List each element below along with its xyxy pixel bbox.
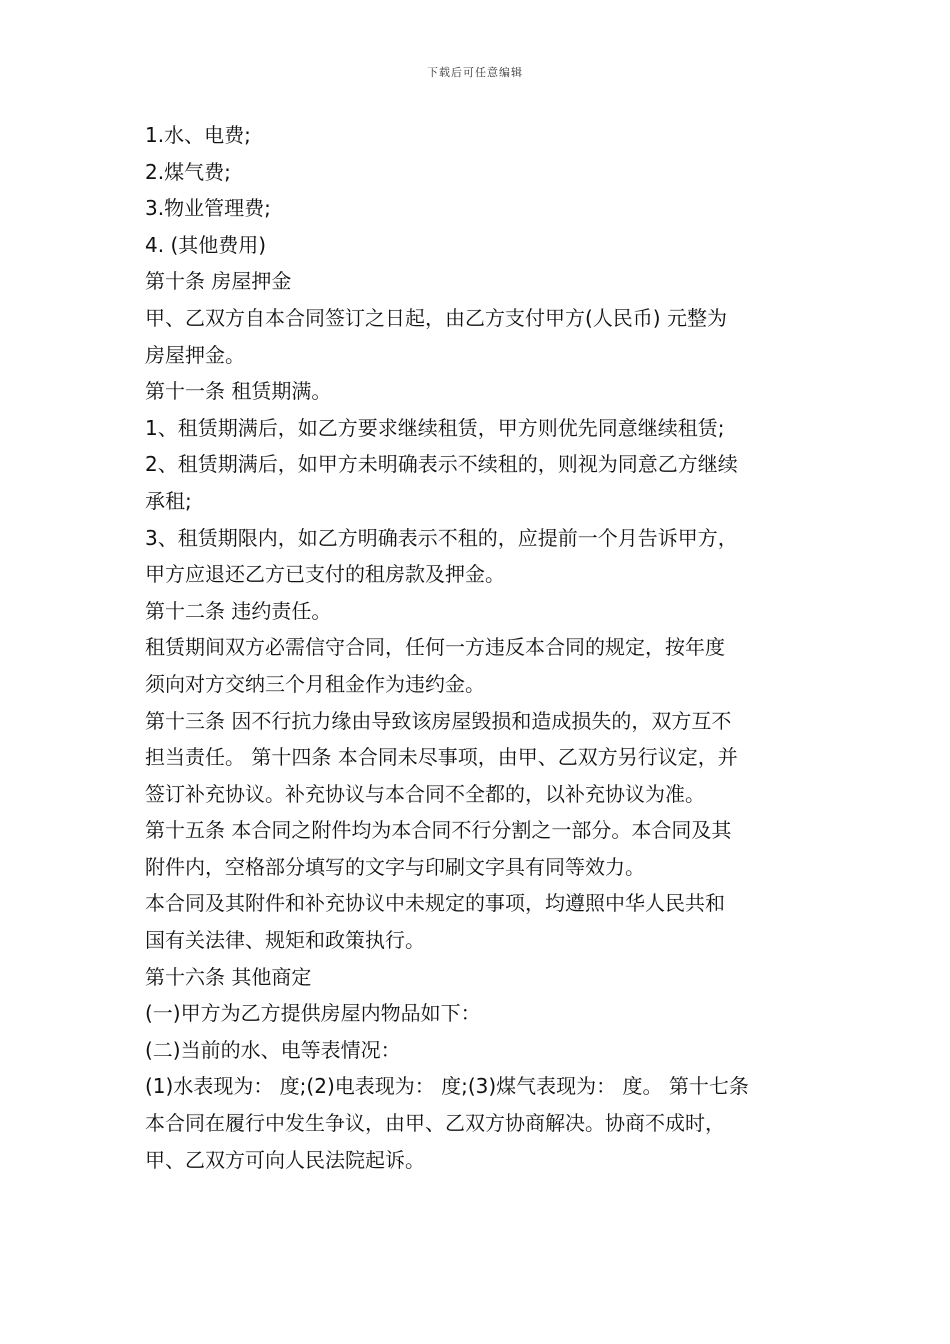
- section-heading: 第十二条 违约责任。: [145, 598, 332, 623]
- text-line: (一)甲方为乙方提供房屋内物品如下：: [145, 1001, 481, 1026]
- text-line: (1)水表现为： 度;(2)电表现为： 度;(3)煤气表现为： 度。 第十七条: [145, 1074, 749, 1099]
- text-line: 租赁期间双方必需信守合同，任何一方违反本合同的规定，按年度: [145, 635, 725, 660]
- section-heading: 第十六条 其他商定: [145, 964, 312, 989]
- text-line: (二)当前的水、电等表情况：: [145, 1037, 401, 1062]
- text-line: 第十五条 本合同之附件均为本合同不行分割之一部分。本合同及其: [145, 818, 732, 843]
- text-line: 本合同在履行中发生争议，由甲、乙双方协商解决。协商不成时，: [145, 1111, 725, 1136]
- text-line: 3、租赁期限内，如乙方明确表示不租的，应提前一个月告诉甲方，: [145, 525, 738, 550]
- text-line: 国有关法律、规矩和政策执行。: [145, 928, 425, 953]
- document-body: [145, 117, 810, 1178]
- text-line: 本合同及其附件和补充协议中未规定的事项，均遵照中华人民共和: [145, 891, 725, 916]
- section-heading: 第十条 房屋押金: [145, 269, 292, 294]
- text-line: 甲方应退还乙方已支付的租房款及押金。: [145, 562, 505, 587]
- text-line: 签订补充协议。补充协议与本合同不全都的，以补充协议为准。: [145, 781, 705, 806]
- page-header: 下载后可任意编辑: [427, 66, 523, 79]
- text-line: 承租;: [145, 488, 192, 513]
- text-line: 2.煤气费;: [145, 159, 231, 184]
- text-line: 担当责任。 第十四条 本合同未尽事项，由甲、乙双方另行议定，并: [145, 745, 738, 770]
- text-line: 附件内，空格部分填写的文字与印刷文字具有同等效力。: [145, 854, 645, 879]
- text-line: 须向对方交纳三个月租金作为违约金。: [145, 671, 485, 696]
- section-heading: 第十一条 租赁期满。: [145, 379, 332, 404]
- text-line: 4. (其他费用): [145, 232, 267, 257]
- text-line: 甲、乙双方自本合同签订之日起，由乙方支付甲方(人民币) 元整为: [145, 305, 727, 330]
- text-line: 2、租赁期满后，如甲方未明确表示不续租的，则视为同意乙方继续: [145, 452, 738, 477]
- text-line: 甲、乙双方可向人民法院起诉。: [145, 1147, 425, 1172]
- text-line: 房屋押金。: [145, 342, 245, 367]
- text-line: 1、租赁期满后，如乙方要求继续租赁，甲方则优先同意继续租赁;: [145, 415, 725, 440]
- text-line: 1.水、电费;: [145, 123, 251, 147]
- text-line: 第十三条 因不行抗力缘由导致该房屋毁损和造成损失的，双方互不: [145, 708, 732, 733]
- text-line: 3.物业管理费;: [145, 196, 271, 221]
